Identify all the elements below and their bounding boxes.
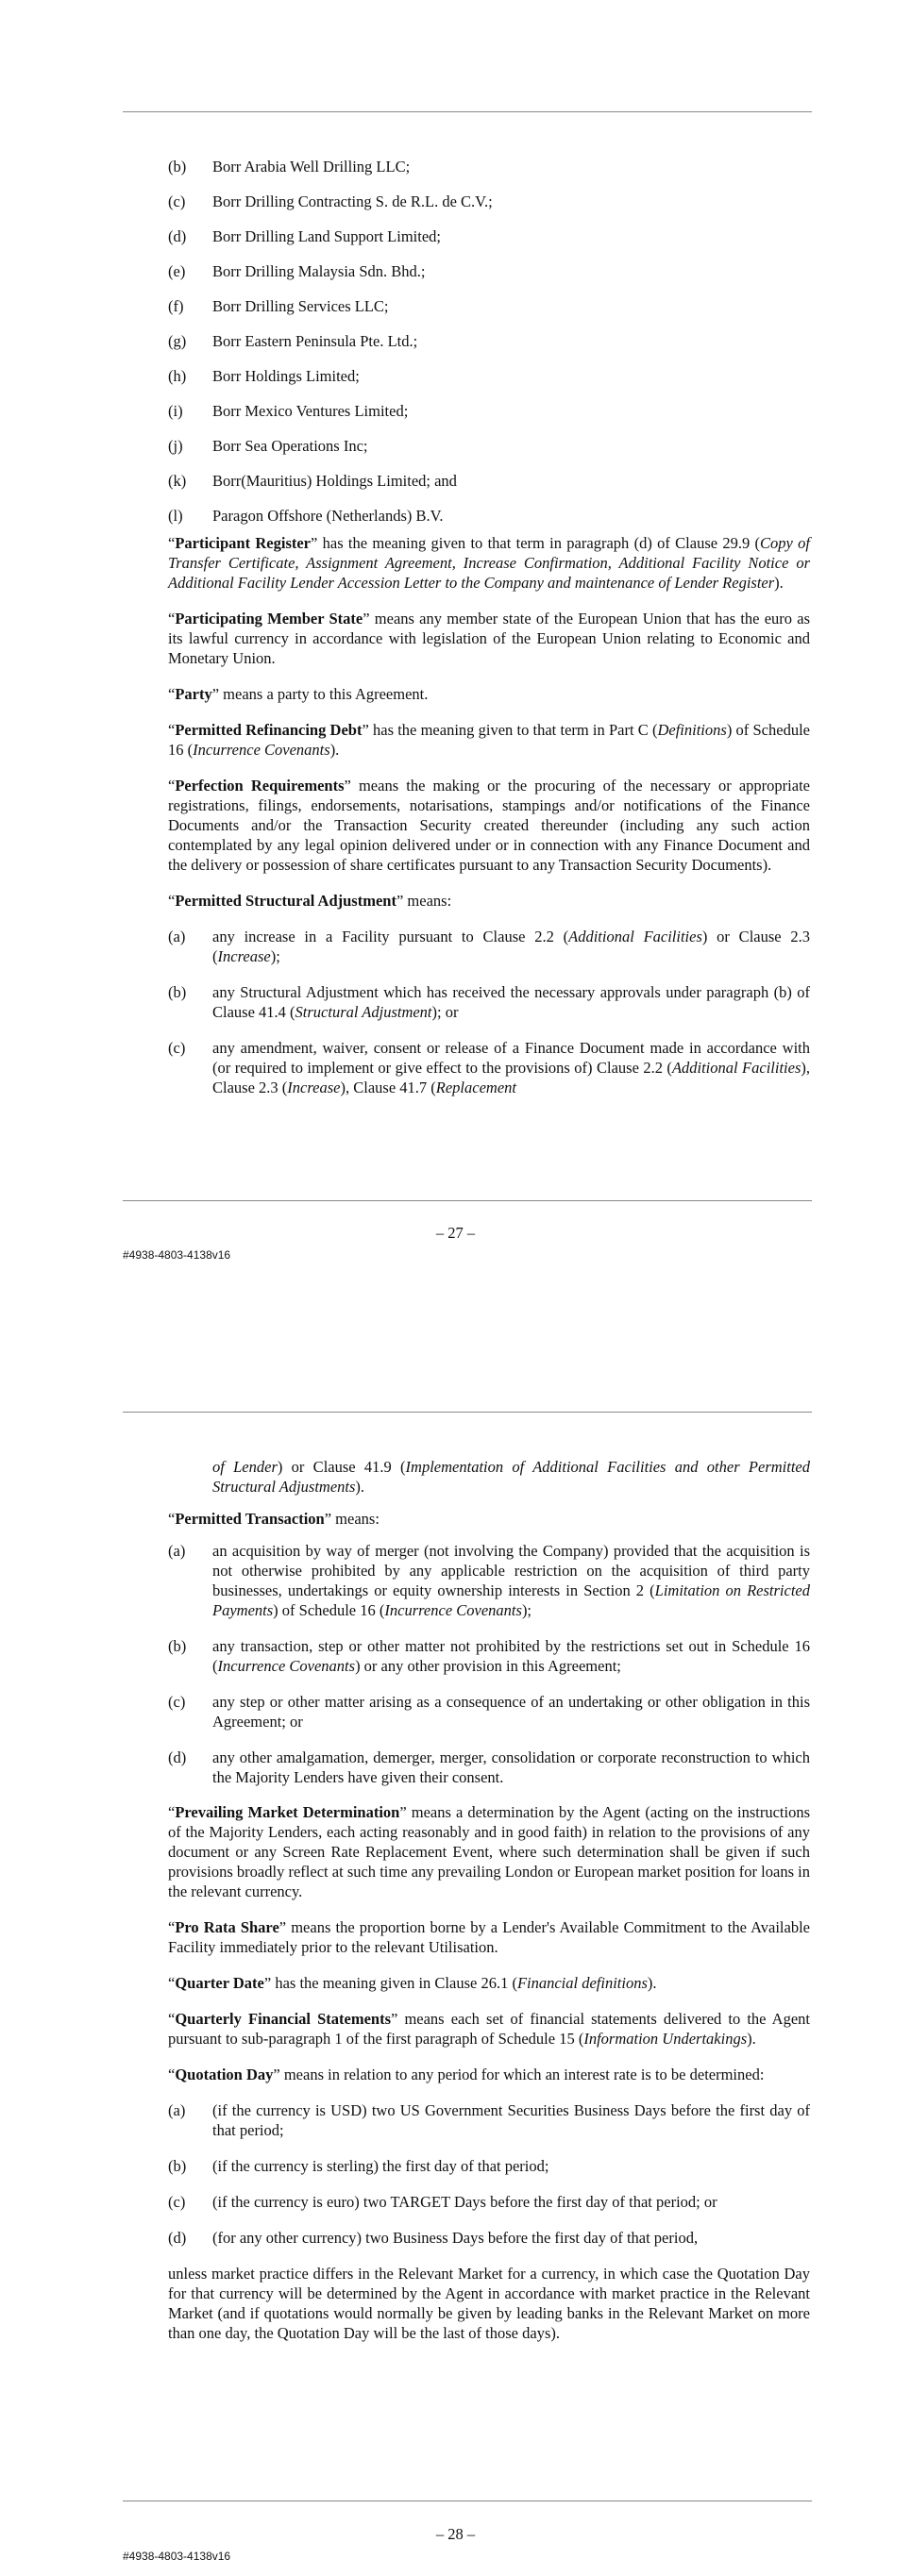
definition-pro-rata-share: “Pro Rata Share” means the proportion borne by a Lender's Available Commitment to the Available Facility immediately prior to the relevant Utilisation. — [168, 1918, 811, 1956]
definition-quarterly-financial-statements: “Quarterly Financial Statements” means each set of financial statements delivered to the Agent pursuant to sub-paragraph 1 of the first paragraph of Schedule 15 (Information Undertakings). — [168, 2010, 810, 2048]
list-item: (b) any transaction, step or other matter not prohibited by the restrictions set out in Schedule 16 (Incurrence Covenants) or any other provision in this Agreement; — [168, 1637, 810, 1675]
page-28-body — [168, 1457, 810, 2343]
list-item: (b) any Structural Adjustment which has received the necessary approvals under paragraph (b) of Clause 41.4 (Structural Adjustment); or — [168, 983, 810, 1021]
list-item: (j) Borr Sea Operations Inc; — [168, 437, 368, 455]
definition-party: “Party” means a party to this Agreement. — [168, 685, 429, 703]
page-number: – 28 – — [435, 2525, 476, 2543]
list-item: (c) any amendment, waiver, consent or release of a Finance Document made in accordance with (or required to implement or give effect to the provisions of) Clause 2.2 (Additional Facilities), Clause 2.3 (Increase), Clause 41.7 (Replacement — [168, 1039, 811, 1096]
list-item: (l) Paragon Offshore (Netherlands) B.V. — [168, 507, 444, 525]
page-number: – 27 – — [435, 1224, 476, 1242]
definition-permitted-transaction: “Permitted Transaction” means: — [168, 1510, 380, 1528]
list-item: (c) any step or other matter arising as a consequence of an undertaking or other obligation in this Agreement; or — [168, 1693, 810, 1731]
definition-prevailing-market-determination: “Prevailing Market Determination” means a determination by the Agent (acting on the instructions of the Majority Lenders, each acting reasonably and in good faith) in relation to the provisions of any document or any Screen Rate Replacement Event, where such determination shall be given if such provisions broadly reflect at such time any prevailing London or European market position for loans in the relevant currency. — [168, 1803, 810, 1900]
page-bottom-rule — [123, 1200, 812, 1201]
company-list — [168, 157, 810, 526]
definition-quotation-day: “Quotation Day” means in relation to any period for which an interest rate is to be determined: — [168, 2066, 765, 2083]
list-item: (a) (if the currency is USD) two US Government Securities Business Days before the first day of that period; — [168, 2101, 810, 2139]
list-item: (g) Borr Eastern Peninsula Pte. Ltd.; — [168, 332, 418, 350]
list-item: (b) (if the currency is sterling) the first day of that period; — [168, 2157, 549, 2175]
list-item: (c) (if the currency is euro) two TARGET Days before the first day of that period; or — [168, 2193, 717, 2211]
list-item: (a) any increase in a Facility pursuant to Clause 2.2 (Additional Facilities) or Clause 2.3 (Increase); — [168, 928, 810, 965]
list-item: (e) Borr Drilling Malaysia Sdn. Bhd.; — [168, 262, 426, 280]
definition-perfection-requirements: “Perfection Requirements” means the making or the procuring of the necessary or appropriate registrations, filings, endorsements, notarisations, stampings and/or notifications of the Finance Documents and/or the Transaction Security created thereunder (including any such action contemplated by any legal opinion delivered under or in connection with any Finance Document and the delivery or possession of share certificates pursuant to any Transaction Security Documents). — [168, 777, 810, 874]
definition-quarter-date: “Quarter Date” has the meaning given in Clause 26.1 (Financial definitions). — [168, 1974, 657, 1992]
continuation-text: of Lender) or Clause 41.9 (Implementation of Additional Facilities and other Permitted Structural Adjustments). — [212, 1458, 810, 1496]
list-item: (k) Borr(Mauritius) Holdings Limited; and — [168, 472, 457, 490]
list-item: (b) Borr Arabia Well Drilling LLC; — [168, 158, 411, 176]
list-item: (d) (for any other currency) two Business Days before the first day of that period, — [168, 2229, 699, 2247]
definition-participating-member-state: “Participating Member State” means any member state of the European Union that has the euro as its lawful currency in accordance with legislation of the European Union relating to Economic and Monetary Union. — [168, 610, 810, 667]
definition-permitted-refinancing-debt: “Permitted Refinancing Debt” has the meaning given to that term in Part C (Definitions) of Schedule 16 (Incurrence Covenants). — [168, 721, 810, 759]
document-reference: #4938-4803-4138v16 — [123, 1248, 231, 1262]
list-item: (d) Borr Drilling Land Support Limited; — [168, 227, 441, 245]
list-item: (f) Borr Drilling Services LLC; — [168, 297, 389, 315]
page-top-rule — [123, 111, 812, 112]
definition-participant-register: “Participant Register” has the meaning given to that term in paragraph (d) of Clause 29.9 (Copy of Transfer Certificate, Assignment Agreement, Increase Confirmation, Additional Facility Notice or Additional Facility Lender Accession Letter to the Company and maintenance of Lender Register). — [168, 534, 810, 592]
definitions-block-1 — [168, 533, 810, 1097]
list-item: (h) Borr Holdings Limited; — [168, 367, 360, 385]
page-27-body — [168, 157, 810, 526]
list-item: (d) any other amalgamation, demerger, merger, consolidation or corporate reconstruction to which the Majority Lenders have given their consent. — [168, 1748, 810, 1786]
quotation-day-tail: unless market practice differs in the Relevant Market for a currency, in which case the Quotation Day for that currency will be determined by the Agent in accordance with market practice in the Relevant Market (and if quotations would normally be given by leading banks in the Relevant Market on more than one day, the Quotation Day will be the last of those days). — [168, 2265, 810, 2342]
list-item: (c) Borr Drilling Contracting S. de R.L. de C.V.; — [168, 192, 493, 210]
list-item: (a) an acquisition by way of merger (not involving the Company) provided that the acquisition is not otherwise prohibited by any applicable restriction on the acquisition of third party businesses, undertakings or equity ownership interests in Section 2 (Limitation on Restricted Payments) of Schedule 16 (Incurrence Covenants); — [168, 1542, 810, 1619]
definition-permitted-structural-adjustment: “Permitted Structural Adjustment” means: — [168, 892, 452, 910]
list-item: (i) Borr Mexico Ventures Limited; — [168, 402, 409, 420]
document-reference: #4938-4803-4138v16 — [123, 2550, 231, 2563]
page-top-rule — [123, 1412, 812, 1413]
